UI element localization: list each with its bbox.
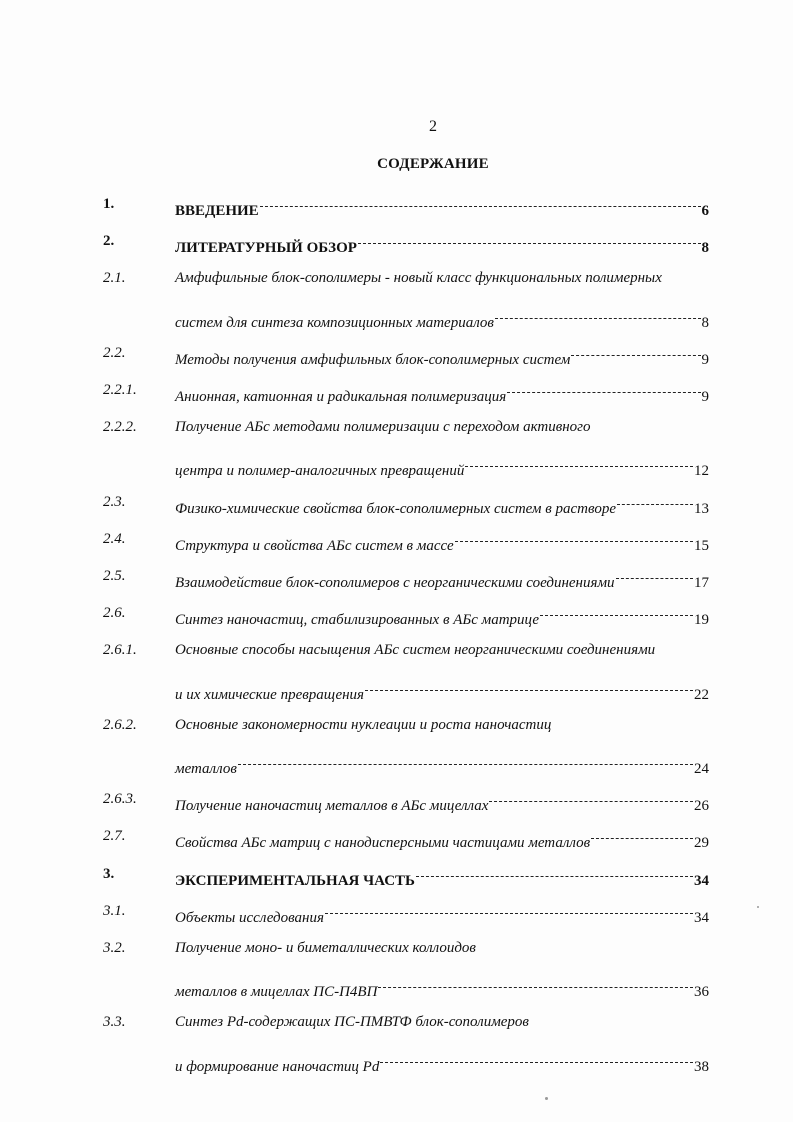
dotted-leader bbox=[238, 751, 693, 773]
toc-entry-line bbox=[0, 900, 793, 926]
scan-speck bbox=[757, 906, 759, 908]
toc-entry-page: 9 bbox=[701, 389, 709, 405]
toc-entry-page: 36 bbox=[694, 984, 709, 1001]
toc-entry-leader bbox=[175, 863, 709, 892]
toc-entry-leader bbox=[175, 1049, 709, 1078]
toc-entry-title: Основные способы насыщения АБс систем неорганическими соединениями bbox=[175, 642, 656, 659]
toc-entry-leader bbox=[175, 900, 709, 929]
toc-entry-title: Методы получения амфифильных блок-сополимерных систем bbox=[175, 351, 571, 368]
toc-entry-leader bbox=[175, 528, 709, 557]
toc-entry-line bbox=[0, 863, 793, 889]
dotted-leader bbox=[571, 342, 700, 364]
toc-entry-title: ЭКСПЕРИМЕНТАЛЬНАЯ ЧАСТЬ bbox=[175, 872, 415, 889]
dotted-leader bbox=[507, 379, 700, 401]
toc-entry-leader bbox=[175, 230, 709, 259]
toc-entry-title: ВВЕДЕНИЕ bbox=[175, 203, 259, 219]
dotted-leader bbox=[455, 528, 693, 550]
toc-entry-line bbox=[0, 602, 793, 629]
toc-entry-title: Синтез наночастиц, стабилизированных в АБс матрице bbox=[175, 612, 540, 629]
toc-entry-line bbox=[0, 714, 793, 736]
toc-entry-line bbox=[0, 342, 793, 368]
dotted-leader bbox=[260, 193, 701, 215]
toc-entry-line bbox=[0, 453, 793, 480]
dotted-leader bbox=[416, 863, 693, 885]
toc-entry-title: Амфифильные блок-сополимеры - новый класс функциональных полимерных bbox=[175, 270, 662, 287]
dotted-leader bbox=[325, 900, 693, 922]
toc-entry-title: Получение наночастиц металлов в АБс мицеллах bbox=[175, 798, 489, 815]
toc-entry-leader bbox=[175, 453, 709, 482]
page-number: 2 bbox=[429, 118, 437, 135]
dotted-leader bbox=[358, 230, 701, 252]
toc-entry-leader bbox=[175, 825, 709, 854]
toc-entry-title: Физико-химические свойства блок-сополимерных систем в растворе bbox=[175, 500, 616, 517]
dotted-leader bbox=[378, 974, 693, 996]
toc-entry-leader bbox=[175, 193, 709, 222]
toc-entry-page: 13 bbox=[694, 500, 709, 517]
toc-entry-title: металлов bbox=[175, 761, 237, 777]
dotted-leader bbox=[540, 602, 693, 624]
toc-entry-page: 29 bbox=[694, 835, 709, 852]
toc-entry-number: 2.6.1. bbox=[103, 642, 137, 659]
dotted-leader bbox=[617, 491, 693, 513]
toc-entry-number: 2.1. bbox=[103, 270, 126, 287]
toc-entry-leader bbox=[175, 305, 709, 334]
toc-entry-number: 2. bbox=[103, 233, 115, 250]
toc-entry-number: 3.3. bbox=[103, 1014, 126, 1031]
toc-heading: СОДЕРЖАНИЕ bbox=[377, 156, 489, 172]
toc-entry-line bbox=[0, 1049, 793, 1075]
toc-entry-title: и их химические превращения bbox=[175, 686, 365, 703]
toc-entry-number: 2.6. bbox=[103, 605, 126, 622]
toc-entry-leader bbox=[175, 379, 709, 408]
toc-entry-title: ЛИТЕРАТУРНЫЙ ОБЗОР bbox=[175, 240, 357, 257]
toc-entry-page: 34 bbox=[694, 909, 709, 926]
toc-entry-page: 8 bbox=[701, 314, 709, 331]
toc-entry-leader bbox=[175, 491, 709, 520]
toc-entry-line bbox=[0, 751, 793, 777]
toc-entry-line bbox=[0, 974, 793, 1001]
toc-entry-leader bbox=[175, 751, 709, 780]
toc-entry-number: 3.2. bbox=[103, 940, 126, 956]
dotted-leader bbox=[616, 565, 693, 587]
toc-entry-page: 15 bbox=[694, 537, 709, 554]
dotted-leader bbox=[495, 305, 701, 327]
toc-entry-number: 1. bbox=[103, 196, 115, 212]
toc-entry-leader bbox=[175, 974, 709, 1003]
toc-entry-title: Анионная, катионная и радикальная полимеризация bbox=[175, 389, 507, 405]
toc-entry-number: 2.2.2. bbox=[103, 419, 137, 436]
toc-entry-number: 3.1. bbox=[103, 902, 126, 919]
toc-entry-page: 17 bbox=[694, 575, 709, 591]
toc-entry-page: 22 bbox=[694, 686, 709, 703]
toc-entry-line bbox=[0, 937, 793, 959]
toc-entry-leader bbox=[175, 565, 709, 594]
toc-entry-line bbox=[0, 416, 793, 438]
toc-entry-leader bbox=[175, 342, 709, 371]
toc-entry-number: 2.6.3. bbox=[103, 791, 137, 808]
toc-entry-title: центра и полимер-аналогичных превращений bbox=[175, 463, 465, 480]
dotted-leader bbox=[465, 453, 693, 475]
dotted-leader bbox=[489, 788, 693, 810]
toc-entry-title: Взаимодействие блок-сополимеров с неорганическими соединениями bbox=[175, 575, 615, 591]
toc-entry-line bbox=[0, 267, 793, 289]
toc-entry-leader bbox=[175, 602, 709, 631]
toc-entry-number: 2.4. bbox=[103, 530, 126, 547]
toc-entry-number: 2.6.2. bbox=[103, 716, 137, 733]
toc-entry-number: 3. bbox=[103, 865, 115, 882]
dotted-leader bbox=[591, 825, 693, 847]
toc-entry-line bbox=[0, 528, 793, 554]
toc-entry-line bbox=[0, 788, 793, 815]
toc-entry-line bbox=[0, 305, 793, 331]
toc-entry-title: металлов в мицеллах ПС-П4ВП bbox=[175, 984, 378, 1001]
toc-entry-title: Основные закономерности нуклеации и роста наночастиц bbox=[175, 716, 552, 733]
toc-entry-number: 2.2. bbox=[103, 344, 126, 361]
toc-entry-page: 9 bbox=[701, 351, 709, 368]
toc-entry-page: 19 bbox=[694, 612, 709, 629]
toc-entry-number: 2.5. bbox=[103, 568, 126, 584]
toc-entry-title: Получение АБс методами полимеризации с переходом активного bbox=[175, 419, 591, 436]
toc-entry-title: Свойства АБс матриц с нанодисперсными частицами металлов bbox=[175, 835, 591, 852]
toc-entry-title: и формирование наночастиц Pd bbox=[175, 1058, 380, 1075]
toc-entry-page: 38 bbox=[694, 1058, 709, 1075]
toc-entry-page: 8 bbox=[701, 240, 709, 257]
scan-speck bbox=[545, 1097, 548, 1100]
toc-entry-number: 2.3. bbox=[103, 493, 126, 510]
toc-entry-line bbox=[0, 230, 793, 257]
dotted-leader bbox=[380, 1049, 693, 1071]
toc-entry-line bbox=[0, 1011, 793, 1033]
toc-entry-page: 6 bbox=[701, 203, 709, 219]
toc-entry-line bbox=[0, 193, 793, 219]
toc-entry-page: 24 bbox=[694, 761, 709, 777]
toc-entry-line bbox=[0, 491, 793, 517]
toc-entry-title: Синтез Pd-содержащих ПС-ПМВТФ блок-сополимеров bbox=[175, 1014, 529, 1031]
toc-entry-page: 12 bbox=[694, 463, 709, 480]
toc-entry-page: 34 bbox=[694, 872, 709, 889]
toc-entry-title: систем для синтеза композиционных материалов bbox=[175, 314, 494, 331]
toc-entry-line bbox=[0, 639, 793, 661]
toc-entry-page: 26 bbox=[694, 798, 709, 815]
toc-entry-line bbox=[0, 379, 793, 405]
toc-entry-number: 2.7. bbox=[103, 828, 126, 845]
dotted-leader bbox=[365, 677, 693, 699]
toc-entry-leader bbox=[175, 788, 709, 817]
toc-entry-line bbox=[0, 677, 793, 703]
toc-entry-title: Объекты исследования bbox=[175, 909, 324, 926]
toc-entry-number: 2.2.1. bbox=[103, 382, 137, 398]
toc-entry-line bbox=[0, 565, 793, 591]
toc-entry-line bbox=[0, 825, 793, 852]
toc-entry-title: Структура и свойства АБс систем в массе bbox=[175, 537, 454, 554]
toc-entry-leader bbox=[175, 677, 709, 706]
toc-entry-title: Получение моно- и биметаллических коллоидов bbox=[175, 940, 476, 956]
